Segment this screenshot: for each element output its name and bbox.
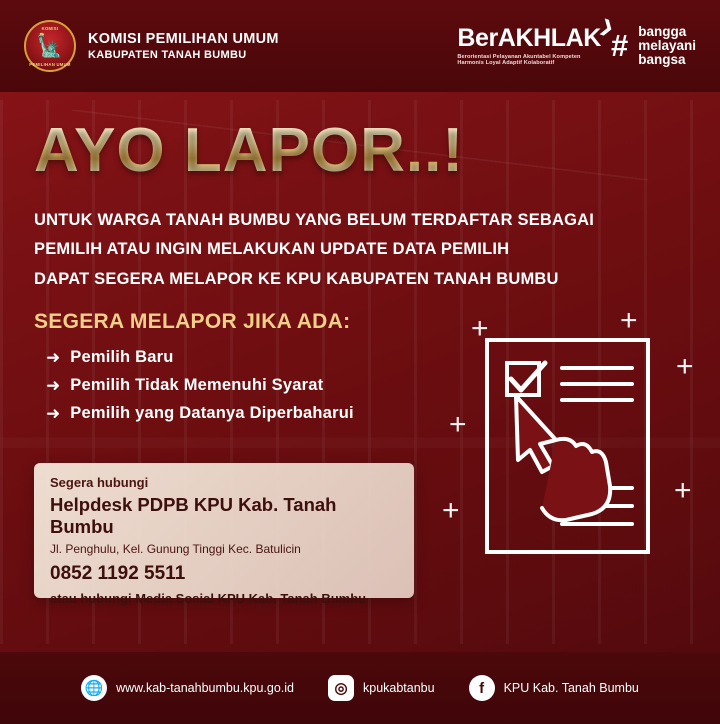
berakhlak-wordmark — [457, 17, 616, 52]
document-form-icon — [452, 300, 702, 610]
check-mark-icon: ❯ — [597, 17, 616, 38]
bullet-label: Pemilih Tidak Memenuhi Syarat — [70, 376, 324, 395]
plus-sign-icon: + — [620, 304, 638, 337]
instagram-handle: kpukabtanbu — [363, 681, 435, 695]
lead-line-2: PEMILIH ATAU INGIN MELAKUKAN UPDATE DATA PEMILIH — [34, 240, 510, 259]
footer-facebook[interactable] — [469, 675, 639, 701]
plus-sign-icon: + — [674, 474, 692, 507]
berakhlak-label: BerAKHLAK — [457, 23, 601, 52]
plus-sign-icon: + — [471, 312, 489, 345]
tagline-line3: bangsa — [638, 51, 686, 67]
hashtag-icon: # — [610, 28, 629, 64]
instagram-icon: ◎ — [328, 675, 354, 701]
poster-header — [0, 0, 720, 92]
tagline-line1: bangga — [638, 24, 687, 40]
organization-titles — [88, 31, 279, 61]
garuda-icon: 🗽 — [36, 33, 64, 58]
facebook-page: KPU Kab. Tanah Bumbu — [503, 681, 639, 695]
form-illustration — [442, 300, 702, 610]
tagline-line2: melayani — [638, 38, 696, 54]
berakhlak-text-block — [457, 17, 616, 66]
lead-line-1: UNTUK WARGA TANAH BUMBU YANG BELUM TERDAFTAR SEBAGAI — [34, 211, 595, 229]
title-block — [0, 92, 720, 185]
arrow-right-icon: ➜ — [46, 404, 61, 424]
poster-footer — [0, 652, 720, 724]
plus-sign-icon: + — [449, 408, 467, 441]
contact-card — [34, 463, 414, 606]
berakhlak-branding — [457, 17, 696, 67]
org-name-line1: KOMISI PEMILIHAN UMUM — [88, 31, 279, 47]
plus-sign-icon: + — [442, 494, 460, 527]
list-item — [46, 348, 720, 367]
org-name-line2: KABUPATEN TANAH BUMBU — [88, 49, 247, 61]
lead-line-3: DAPAT SEGERA MELAPOR KE KPU KABUPATEN TANAH BUMBU — [34, 269, 559, 288]
berakhlak-sub2: Harmonis Loyal Adaptif Kolaboratif — [457, 59, 555, 66]
lead-paragraph — [34, 206, 720, 294]
kpu-logo-icon — [24, 20, 76, 72]
list-item — [46, 404, 720, 423]
bullet-label: Pemilih Baru — [70, 348, 174, 367]
arrow-right-icon: ➜ — [46, 376, 61, 396]
logo-ring-bottom-text: PEMILIHAN UMUM — [29, 62, 71, 67]
logo-ring-top-text: KOMISI — [41, 26, 59, 31]
bullet-list — [46, 348, 720, 423]
arrow-right-icon: ➜ — [46, 348, 61, 368]
website-url: www.kab-tanahbumbu.kpu.go.id — [116, 681, 294, 695]
social-media-note: atau hubungi Media Sosial KPU Kab. Tanah Bumbu — [50, 591, 367, 606]
page-title: AYO LAPOR..! — [34, 120, 720, 182]
bangga-melayani-bangsa-tagline — [638, 25, 696, 66]
helpdesk-address: Jl. Penghulu, Kel. Gunung Tinggi Kec. Batulicin — [50, 542, 301, 556]
section-heading: SEGERA MELAPOR JIKA ADA: — [34, 310, 351, 334]
bullet-label: Pemilih yang Datanya Diperbaharui — [70, 404, 354, 423]
footer-website[interactable] — [81, 675, 294, 701]
list-item — [46, 376, 720, 395]
facebook-icon: f — [469, 675, 495, 701]
plus-sign-icon: + — [676, 350, 694, 383]
berakhlak-sub1: Berorientasi Pelayanan Akuntabel Kompeten — [457, 53, 581, 60]
globe-icon: 🌐 — [81, 675, 107, 701]
helpdesk-name: Helpdesk PDPB KPU Kab. Tanah Bumbu — [50, 494, 337, 537]
helpdesk-phone[interactable]: 0852 1192 5511 — [50, 563, 186, 584]
footer-instagram[interactable] — [328, 675, 435, 701]
contact-intro: Segera hubungi — [50, 475, 149, 490]
